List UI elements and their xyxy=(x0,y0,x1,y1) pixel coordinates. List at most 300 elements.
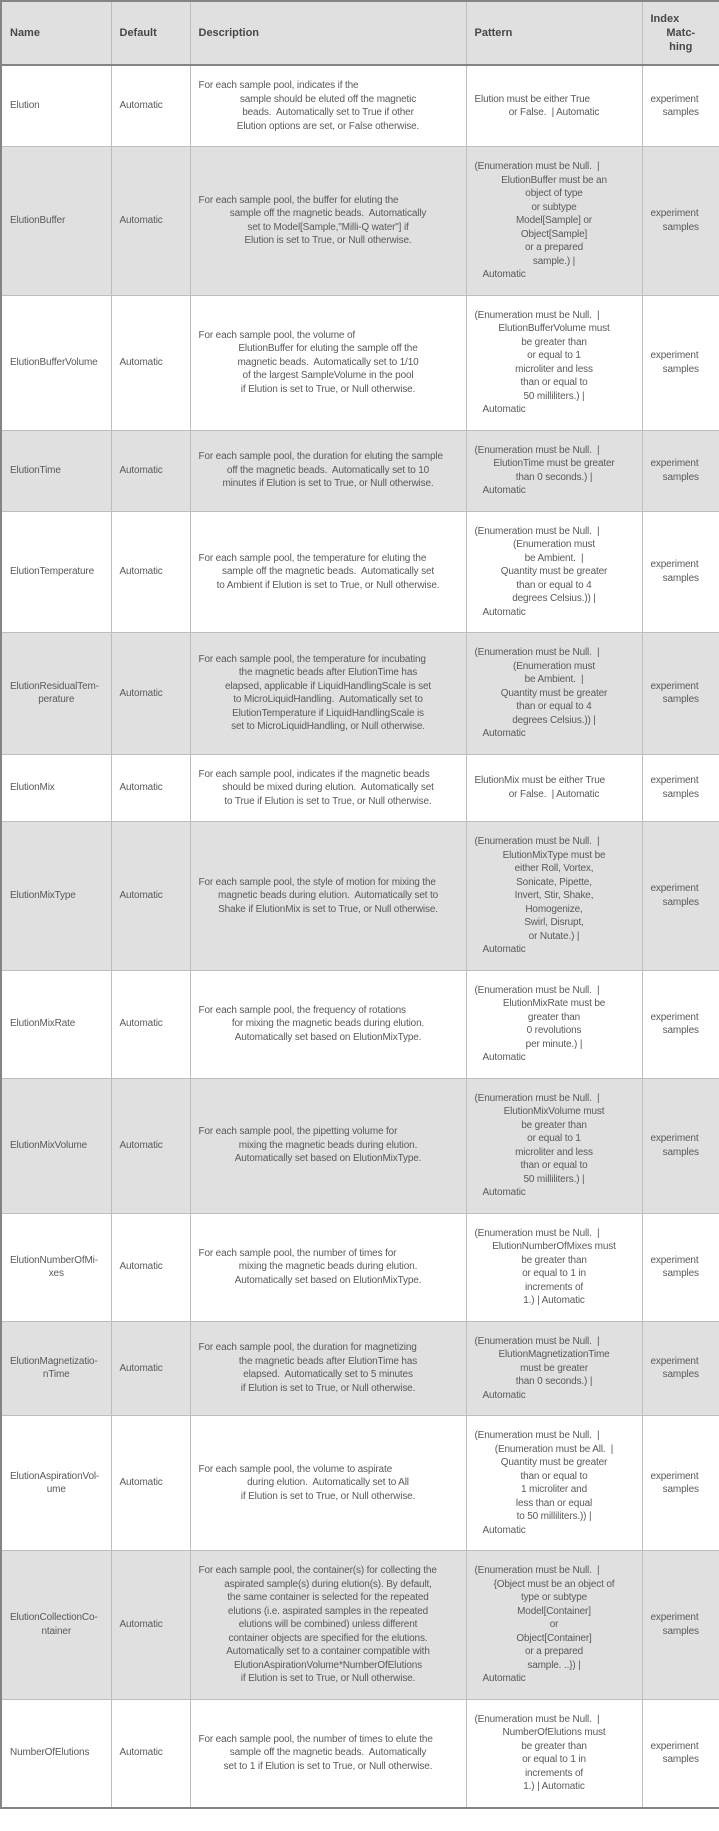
text-line: or equal to 1 xyxy=(527,1133,581,1144)
text-line: Automatic xyxy=(482,944,526,955)
text-line: should be mixed during elution. Automatically set xyxy=(222,782,434,793)
text-line: or equal to 1 in xyxy=(522,1754,586,1765)
text-line: ElutionMixType must be xyxy=(502,849,606,861)
text-line: ElutionNumberOfMi- xyxy=(10,1254,98,1266)
text-line: (Enumeration must be Null. | xyxy=(474,1565,600,1576)
text-line: or xyxy=(549,1619,559,1630)
text-line: (Enumeration must xyxy=(513,660,595,672)
text-line: Automatic xyxy=(119,1261,163,1273)
text-line: than or equal to 4 xyxy=(516,579,592,591)
text-line: to Ambient if Elution is set to True, or Null otherwise. xyxy=(216,579,440,591)
cell-name xyxy=(1,754,111,822)
text-line: samples xyxy=(662,572,699,584)
cell-description xyxy=(190,65,466,147)
cell-pattern xyxy=(466,1699,642,1808)
cell-index-matching xyxy=(642,822,719,971)
text-line: ElutionMixVolume xyxy=(10,1139,88,1151)
cell-description xyxy=(190,1321,466,1416)
cell-default xyxy=(111,1416,190,1551)
text-line: ElutionMix must be either True xyxy=(474,775,606,787)
text-line: beads. Automatically set to True if other xyxy=(242,107,414,118)
text-line: the same container is selected for the repeated xyxy=(227,1592,429,1603)
text-line: ntainer xyxy=(41,1625,72,1637)
cell-name xyxy=(1,633,111,755)
cell-name xyxy=(1,822,111,971)
cell-pattern xyxy=(466,1321,642,1416)
text-line: Sonicate, Pipette, xyxy=(516,876,592,888)
text-line: than 0 seconds.) | xyxy=(515,1376,593,1387)
text-line: Automatic xyxy=(119,464,163,476)
cell-name xyxy=(1,1213,111,1321)
cell-index-matching xyxy=(642,65,719,147)
text-line: Automatic xyxy=(482,404,526,415)
text-line: perature xyxy=(38,694,75,706)
text-line: samples xyxy=(662,363,699,375)
text-line: Object[Container] xyxy=(516,1632,592,1644)
text-line: either Roll, Vortex, xyxy=(514,863,594,874)
text-line: Automatic xyxy=(119,1747,163,1759)
table-body xyxy=(1,65,719,1808)
text-line: ElutionMagnetizatio- xyxy=(10,1355,98,1367)
text-line: for mixing the magnetic beads during elution. xyxy=(231,1018,425,1030)
text-line: ElutionNumberOfMixes must xyxy=(492,1241,616,1252)
text-line: mixing the magnetic beads during elution. xyxy=(238,1261,418,1273)
text-line: to MicroLiquidHandling. Automatically set to xyxy=(233,694,423,706)
text-line: samples xyxy=(662,1268,699,1279)
cell-index-matching xyxy=(642,430,719,511)
text-line: if Elution is set to True, or Null otherwise. xyxy=(240,1382,416,1394)
cell-name xyxy=(1,295,111,430)
text-line: (Enumeration must be Null. | xyxy=(474,647,600,658)
text-line: be greater than xyxy=(521,1254,587,1266)
text-line: Elution must be either True xyxy=(474,93,590,105)
text-line: Object[Sample] xyxy=(520,228,588,240)
text-line: samples xyxy=(662,1625,699,1637)
cell-default xyxy=(111,1213,190,1321)
text-line: sample. ..}) | xyxy=(527,1659,581,1671)
table-row xyxy=(1,970,719,1078)
text-line: microliter and less xyxy=(515,1146,593,1158)
text-line: Automatic xyxy=(119,215,163,226)
text-line: sample.) | xyxy=(532,255,576,267)
text-line: For each sample pool, indicates if the xyxy=(198,80,359,91)
cell-default xyxy=(111,970,190,1078)
cell-index-matching xyxy=(642,295,719,430)
text-line: (Enumeration must be Null. | xyxy=(474,161,600,172)
table-row xyxy=(1,1416,719,1551)
text-line: samples xyxy=(662,694,699,706)
text-line: ElutionCollectionCo- xyxy=(10,1612,98,1624)
text-line: experiment xyxy=(650,1470,699,1482)
text-line: off the magnetic beads. Automatically set to 10 xyxy=(226,464,430,476)
text-line: degrees Celsius.)) | xyxy=(512,593,596,604)
cell-pattern xyxy=(466,970,642,1078)
text-line: of the largest SampleVolume in the pool xyxy=(242,370,414,382)
text-line: elapsed, applicable if LiquidHandlingScale is set xyxy=(224,680,432,692)
text-line: 1 microliter and xyxy=(521,1484,587,1495)
text-line: samples xyxy=(662,107,699,118)
text-line: Automatic xyxy=(119,782,163,793)
cell-pattern xyxy=(466,511,642,633)
text-line: ElutionBuffer for eluting the sample off the xyxy=(238,343,418,355)
text-line: ElutionTime xyxy=(10,464,61,476)
text-line: For each sample pool, indicates if the magnetic beads xyxy=(198,768,430,780)
text-line: if Elution is set to True, or Null otherwise. xyxy=(240,383,416,395)
text-line: ElutionMix xyxy=(10,782,55,793)
text-line: set to Model[Sample,"Milli-Q water"] if xyxy=(247,221,409,233)
cell-pattern xyxy=(466,822,642,971)
text-line: ElutionBufferVolume xyxy=(10,356,98,368)
text-line: object of type xyxy=(525,188,583,199)
cell-description xyxy=(190,295,466,430)
text-line: (Enumeration must be Null. | xyxy=(474,1092,600,1104)
text-line: (Enumeration must be Null. | xyxy=(474,984,600,996)
column-header-pattern xyxy=(466,1,642,65)
cell-default xyxy=(111,295,190,430)
table-row xyxy=(1,754,719,822)
text-line: samples xyxy=(662,1754,699,1765)
cell-index-matching xyxy=(642,1078,719,1213)
text-line: Elution is set to True, or Null otherwise. xyxy=(244,235,412,247)
text-line: Automatic xyxy=(119,890,163,901)
cell-pattern xyxy=(466,633,642,755)
table-row xyxy=(1,1699,719,1808)
cell-pattern xyxy=(466,430,642,511)
cell-description xyxy=(190,1699,466,1808)
text-line: ElutionMixVolume must xyxy=(503,1106,605,1117)
text-line: set to 1 if Elution is set to True, or Null otherwise. xyxy=(223,1760,433,1772)
text-line: Automatically set to a container compatible with xyxy=(226,1646,430,1657)
text-line: Automatic xyxy=(119,687,163,699)
column-header-description xyxy=(190,1,466,65)
text-line: Automatic xyxy=(482,728,526,739)
text-line: Quantity must be greater xyxy=(500,1457,608,1468)
text-line: xes xyxy=(48,1268,64,1279)
text-line: (Enumeration must be Null. | xyxy=(474,309,600,321)
table-row xyxy=(1,65,719,147)
text-line: or Nutate.) | xyxy=(528,930,580,942)
cell-default xyxy=(111,511,190,633)
cell-default xyxy=(111,1078,190,1213)
text-line: sample off the magnetic beads. Automatically set xyxy=(221,566,435,577)
text-line: samples xyxy=(662,1484,699,1495)
text-line: For each sample pool, the number of times to elute the xyxy=(198,1733,433,1745)
text-line: Invert, Stir, Shake, xyxy=(514,890,594,901)
text-line: ElutionAspirationVolume*NumberOfElutions xyxy=(234,1659,422,1671)
text-line: (Enumeration must be All. | xyxy=(494,1443,614,1455)
text-line: be greater than xyxy=(521,1740,587,1752)
text-line: Automatic xyxy=(482,1524,526,1536)
cell-pattern xyxy=(466,754,642,822)
text-line: degrees Celsius.)) | xyxy=(512,714,596,726)
table-row xyxy=(1,511,719,633)
column-header-default xyxy=(111,1,190,65)
text-line: sample off the magnetic beads. Automatically xyxy=(229,208,427,220)
cell-name xyxy=(1,1699,111,1808)
text-line: experiment xyxy=(650,1133,699,1144)
text-line: increments of xyxy=(524,1767,584,1779)
text-line: (Enumeration must be Null. | xyxy=(474,525,600,537)
text-line: Automatic xyxy=(482,1187,526,1198)
text-line: Automatic xyxy=(482,1052,526,1063)
text-line: ElutionBuffer must be an xyxy=(501,174,607,186)
cell-description xyxy=(190,147,466,296)
cell-description xyxy=(190,430,466,511)
text-line: Automatic xyxy=(482,269,526,280)
cell-pattern xyxy=(466,65,642,147)
text-line: Pattern xyxy=(474,27,513,39)
text-line: sample off the magnetic beads. Automatically xyxy=(229,1747,427,1759)
text-line: experiment xyxy=(650,680,699,692)
cell-description xyxy=(190,511,466,633)
cell-name xyxy=(1,147,111,296)
text-line: or a prepared xyxy=(524,242,584,253)
text-line: than or equal to xyxy=(520,1470,588,1482)
text-line: per minute.) | xyxy=(525,1038,583,1050)
text-line: Swirl, Disrupt, xyxy=(524,917,584,928)
text-line: aspirated sample(s) during elution(s). By default, xyxy=(224,1578,432,1590)
text-line: than or equal to xyxy=(520,377,588,388)
column-header-name xyxy=(1,1,111,65)
table-row xyxy=(1,1078,719,1213)
cell-default xyxy=(111,754,190,822)
cell-index-matching xyxy=(642,1551,719,1700)
text-line: microliter and less xyxy=(515,363,593,375)
text-line: For each sample pool, the number of times for xyxy=(198,1247,397,1259)
text-line: mixing the magnetic beads during elution. xyxy=(238,1139,418,1151)
text-line: nTime xyxy=(42,1369,70,1381)
text-line: Elution xyxy=(10,100,40,112)
text-line: ElutionMixType xyxy=(10,890,76,901)
text-line: ElutionBufferVolume must xyxy=(498,323,610,334)
text-line: (Enumeration must be Null. | xyxy=(474,1227,600,1239)
text-line: samples xyxy=(662,788,699,800)
cell-pattern xyxy=(466,1416,642,1551)
text-line: (Enumeration must be Null. | xyxy=(474,1713,600,1725)
text-line: Homogenize, xyxy=(525,903,583,915)
text-line: container objects are specified for the elutions. xyxy=(228,1632,428,1644)
table-row xyxy=(1,430,719,511)
text-line: For each sample pool, the volume to aspirate xyxy=(198,1463,393,1475)
cell-name xyxy=(1,1551,111,1700)
text-line: For each sample pool, the frequency of rotations xyxy=(198,1004,406,1016)
cell-default xyxy=(111,822,190,971)
text-line: Automatic xyxy=(119,566,163,577)
text-line: experiment xyxy=(650,1254,699,1266)
cell-index-matching xyxy=(642,147,719,296)
table-row xyxy=(1,1321,719,1416)
cell-name xyxy=(1,511,111,633)
text-line: to 50 milliliters.)) | xyxy=(516,1511,592,1522)
cell-default xyxy=(111,1699,190,1808)
text-line: For each sample pool, the volume of xyxy=(198,329,356,341)
text-line: experiment xyxy=(650,458,699,469)
text-line: be greater than xyxy=(521,336,587,348)
cell-name xyxy=(1,1078,111,1213)
text-line: (Enumeration must xyxy=(513,539,595,550)
text-line: Automatic xyxy=(119,1139,163,1151)
cell-default xyxy=(111,633,190,755)
text-line: Name xyxy=(10,27,40,39)
cell-name xyxy=(1,430,111,511)
text-line: elutions (i.e. aspirated samples in the repeated xyxy=(227,1605,429,1617)
text-line: Shake if ElutionMix is set to True, or Null otherwise. xyxy=(218,903,438,915)
text-line: For each sample pool, the style of motion for mixing the xyxy=(198,876,436,888)
text-line: or equal to 1 xyxy=(527,350,581,361)
text-line: than 0 seconds.) | xyxy=(515,471,593,483)
text-line: magnetic beads. Automatically set to 1/10 xyxy=(237,356,419,368)
text-line: For each sample pool, the buffer for eluting the xyxy=(198,194,399,206)
cell-default xyxy=(111,65,190,147)
text-line: Automatic xyxy=(119,1477,163,1489)
cell-index-matching xyxy=(642,754,719,822)
text-line: be greater than xyxy=(521,1119,587,1131)
cell-index-matching xyxy=(642,511,719,633)
cell-index-matching xyxy=(642,970,719,1078)
cell-pattern xyxy=(466,1078,642,1213)
cell-name xyxy=(1,1321,111,1416)
text-line: Automatically set based on ElutionMixType. xyxy=(234,1274,422,1286)
text-line: Automatic xyxy=(119,356,163,368)
text-line: ElutionMixRate must be xyxy=(502,998,606,1009)
text-line: during elution. Automatically set to All xyxy=(247,1477,409,1489)
text-line: experiment xyxy=(650,775,699,787)
text-line: elapsed. Automatically set to 5 minutes xyxy=(243,1369,413,1381)
text-line: or a prepared xyxy=(524,1646,584,1657)
text-line: increments of xyxy=(524,1281,584,1293)
text-line: Model[Container] xyxy=(517,1605,591,1617)
cell-name xyxy=(1,65,111,147)
text-line: ElutionMixRate xyxy=(10,1018,76,1030)
cell-pattern xyxy=(466,1551,642,1700)
text-line: 50 milliliters.) | xyxy=(523,1173,585,1185)
text-line: NumberOfElutions xyxy=(10,1747,90,1759)
text-line: be Ambient. | xyxy=(524,552,584,564)
text-line: samples xyxy=(662,1146,699,1158)
text-line: or subtype xyxy=(531,201,577,213)
text-line: Automatic xyxy=(119,1018,163,1030)
cell-name xyxy=(1,1416,111,1551)
cell-index-matching xyxy=(642,1213,719,1321)
text-line: experiment xyxy=(650,1612,699,1624)
table-row xyxy=(1,822,719,971)
text-line: experiment xyxy=(650,559,699,571)
text-line: Automatic xyxy=(482,606,526,618)
text-line: minutes if Elution is set to True, or Null otherwise. xyxy=(222,478,434,490)
text-line: than or equal to 4 xyxy=(516,701,592,712)
table-header xyxy=(1,1,719,65)
text-line: Automatic xyxy=(119,100,163,112)
text-line: samples xyxy=(662,896,699,908)
text-line: Automatically set based on ElutionMixType. xyxy=(234,1153,422,1165)
text-line: Default xyxy=(119,27,157,39)
text-line: Index xyxy=(650,13,680,25)
text-line: 1.) | Automatic xyxy=(523,1781,585,1792)
text-line: the magnetic beads after ElutionTime has xyxy=(238,1355,418,1367)
text-line: 50 milliliters.) | xyxy=(523,390,585,402)
text-line: ElutionBuffer xyxy=(10,215,66,226)
cell-description xyxy=(190,1416,466,1551)
cell-index-matching xyxy=(642,633,719,755)
text-line: Automatic xyxy=(482,1389,526,1401)
cell-default xyxy=(111,1321,190,1416)
text-line: (Enumeration must be Null. | xyxy=(474,1335,600,1347)
cell-description xyxy=(190,822,466,971)
text-line: 0 revolutions xyxy=(526,1025,582,1036)
text-line: Automatic xyxy=(482,485,526,496)
text-line: ElutionTime must be greater xyxy=(493,458,615,469)
text-line: to True if Elution is set to True, or Null otherwise. xyxy=(224,795,432,807)
text-line: samples xyxy=(662,1369,699,1381)
text-line: magnetic beads during elution. Automatically set to xyxy=(217,890,439,901)
text-line: Automatic xyxy=(482,1673,526,1684)
table-row xyxy=(1,1213,719,1321)
text-line: samples xyxy=(662,1025,699,1036)
text-line: if Elution is set to True, or Null otherwise. xyxy=(240,1490,416,1502)
text-line: set to MicroLiquidHandling, or Null otherwise. xyxy=(231,721,425,733)
text-line: experiment xyxy=(650,1740,699,1752)
text-line: ElutionTemperature xyxy=(10,566,95,577)
text-line: the magnetic beads after ElutionTime has xyxy=(238,667,418,679)
text-line: or equal to 1 in xyxy=(522,1268,586,1279)
cell-name xyxy=(1,970,111,1078)
cell-index-matching xyxy=(642,1416,719,1551)
cell-default xyxy=(111,1551,190,1700)
text-line: experiment xyxy=(650,1011,699,1023)
text-line: sample should be eluted off the magnetic xyxy=(239,93,417,105)
text-line: if Elution is set to True, or Null otherwise. xyxy=(240,1673,416,1684)
text-line: For each sample pool, the pipetting volume for xyxy=(198,1126,398,1138)
text-line: samples xyxy=(662,221,699,233)
text-line: Quantity must be greater xyxy=(500,687,608,699)
table-row xyxy=(1,1551,719,1700)
cell-default xyxy=(111,147,190,296)
text-line: greater than xyxy=(527,1011,581,1023)
text-line: experiment xyxy=(650,1355,699,1367)
text-line: (Enumeration must be Null. | xyxy=(474,444,600,456)
text-line: For each sample pool, the duration for eluting the sample xyxy=(198,451,443,463)
text-line: ElutionMagnetizationTime xyxy=(498,1349,610,1360)
text-line: experiment xyxy=(650,208,699,220)
cell-default xyxy=(111,430,190,511)
column-header-index-matching xyxy=(642,1,719,65)
text-line: Automatic xyxy=(119,1619,163,1630)
cell-description xyxy=(190,633,466,755)
text-line: (Enumeration must be Null. | xyxy=(474,1430,600,1441)
text-line: experiment xyxy=(650,883,699,895)
text-line: Matc- xyxy=(666,27,696,39)
text-line: hing xyxy=(669,41,693,53)
text-line: be Ambient. | xyxy=(524,674,584,685)
text-line: {Object must be an object of xyxy=(493,1578,615,1590)
text-line: ElutionAspirationVol- xyxy=(10,1470,100,1482)
text-line: samples xyxy=(662,471,699,483)
text-line: ElutionResidualTem- xyxy=(10,680,99,692)
text-line: For each sample pool, the duration for magnetizing xyxy=(198,1342,417,1354)
text-line: For each sample pool, the temperature for incubating xyxy=(198,653,426,665)
text-line: ume xyxy=(46,1484,66,1495)
table-row xyxy=(1,295,719,430)
cell-description xyxy=(190,1551,466,1700)
cell-description xyxy=(190,970,466,1078)
cell-index-matching xyxy=(642,1699,719,1808)
text-line: elutions will be combined) unless different xyxy=(238,1619,418,1630)
text-line: Quantity must be greater xyxy=(500,566,608,577)
cell-pattern xyxy=(466,1213,642,1321)
text-line: For each sample pool, the temperature for eluting the xyxy=(198,552,427,564)
text-line: (Enumeration must be Null. | xyxy=(474,836,600,847)
text-line: must be greater xyxy=(520,1362,588,1374)
